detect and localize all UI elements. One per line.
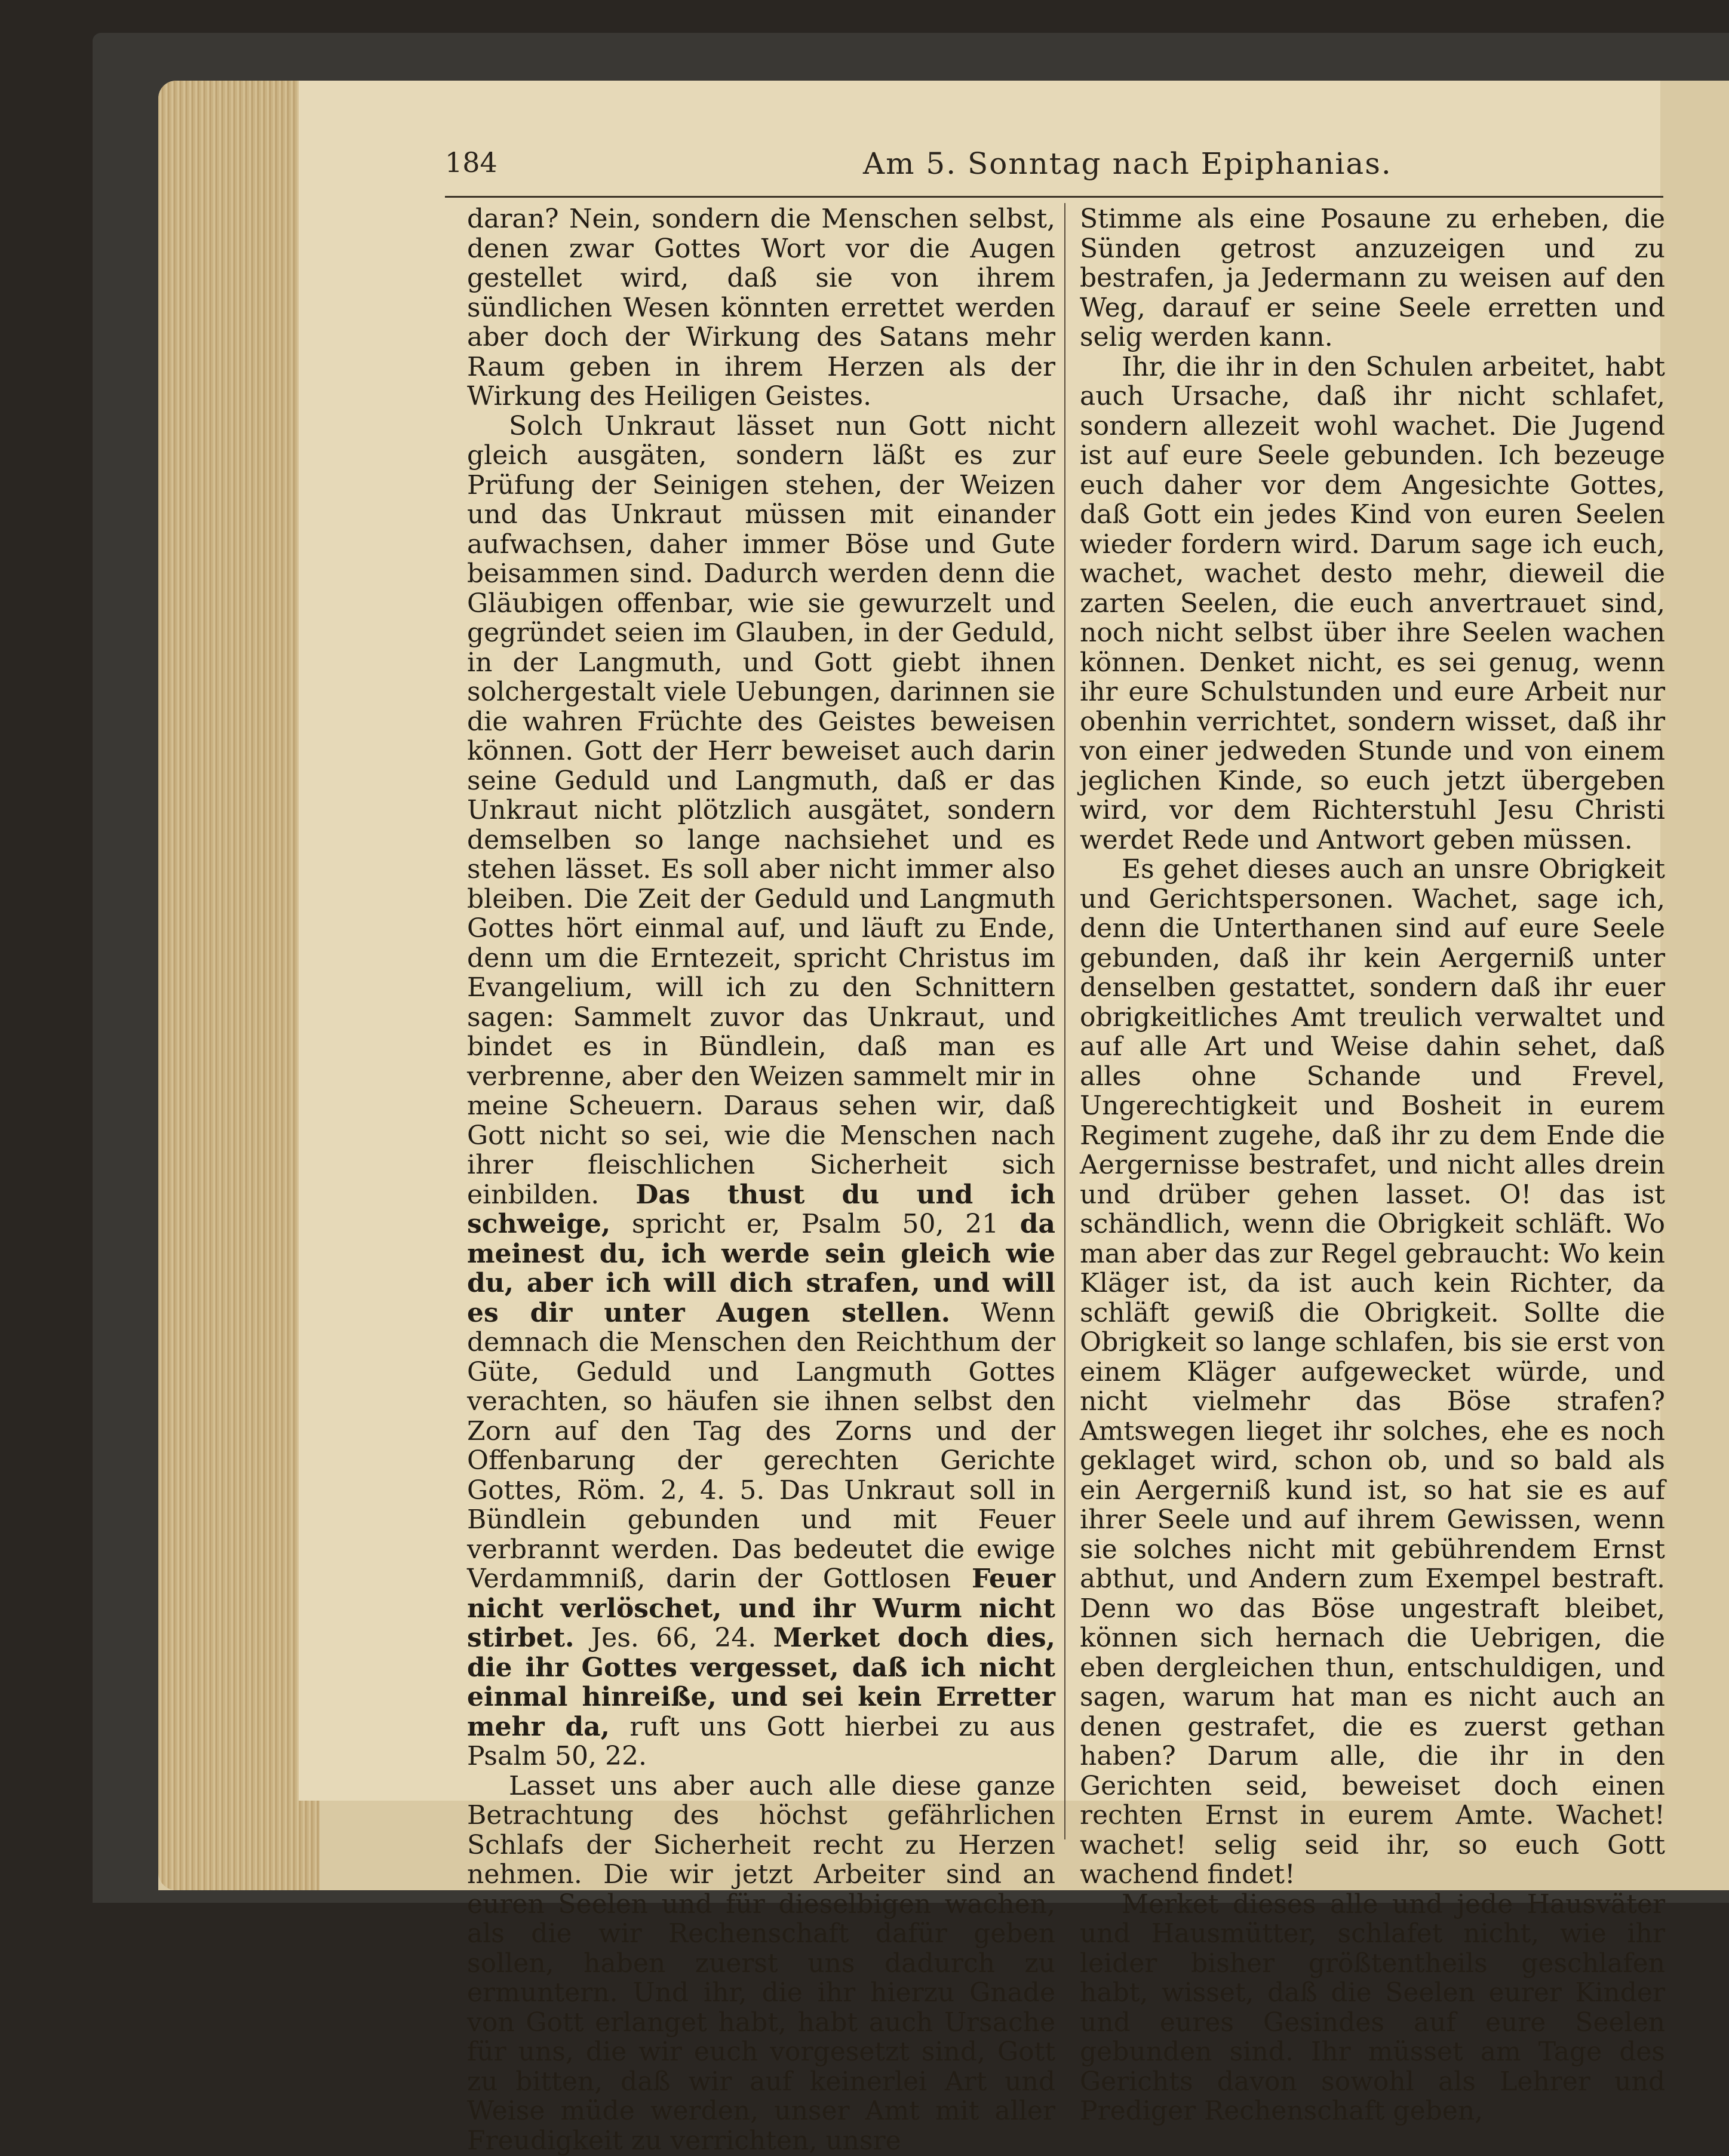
emphasis-quote: da meinest du, ich werde sein gleich wie du, aber ich will dich strafen, und will es dir unter Augen stellen. xyxy=(467,1209,1055,1328)
paragraph: Merket dieses alle und jede Hausväter und Hausmütter, schlafet nicht, wie ihr leider bisher größtentheils geschlafen habt, wisset, daß die Seelen eurer Kinder und eures Gesindes auf eure Seelen gebunden sind. Ihr müsset am Tage des Gerichts davon sowohl als Lehrer und Prediger Rechenschaft geben, xyxy=(1080,1888,1665,2126)
paragraph xyxy=(467,1771,1055,2156)
left-column xyxy=(467,204,1055,2155)
paragraph: Stimme als eine Posaune zu erheben, die Sünden getrost anzuzeigen und zu bestrafen, ja Jedermann zu weisen auf den Weg, darauf er seine Seele erretten und selig werden kann. xyxy=(1080,204,1665,352)
text-run: Solch Unkraut lässet nun Gott nicht gleich ausgäten, sondern läßt es zur Prüfung der Seinigen stehen, der Weizen und das Unkraut müssen mit einander aufwachsen, daher immer Böse und Gute beisammen sind. Dadurch werden denn die Gläubigen offenbar, wie sie gewurzelt und gegründet seien im Glauben, in der Geduld, in der Langmuth, und Gott giebt ihnen solchergestalt viele Uebungen, darinnen sie die wahren Früchte des Geistes beweisen können. Gott der Herr beweiset auch darin seine Geduld und Langmuth, daß er das Unkraut nicht plötzlich ausgätet, sondern demselben so lange nachsiehet und es stehen lässet. Es soll aber nicht immer also bleiben. Die Zeit der Geduld und Langmuth Gottes hört einmal auf, und läuft zu Ende, denn um die Erntezeit, spricht Christus im Evangelium, will ich zu den Schnittern sagen: Sammelt zuvor das Unkraut, und bindet es in Bündlein, daß man es verbrenne, aber den Weizen sammelt mir in meine Scheuern. Daraus sehen wir, daß Gott nicht so sei, wie die Menschen nach ihrer fleischlichen Sicherheit sich einbilden. xyxy=(467,410,1055,1210)
text-run: ruft uns Gott hierbei zu aus Psalm 50, 22. xyxy=(467,1711,1055,1771)
paragraph: Ihr, die ihr in den Schulen arbeitet, habt auch Ursache, daß ihr nicht schlafet, sondern allezeit wohl wachet. Die Jugend ist auf eure Seele gebunden. Ich bezeuge euch daher vor dem Angesichte Gottes, daß Gott ein jedes Kind von euren Seelen wieder fordern wird. Darum sage ich euch, wachet, wachet desto mehr, dieweil die zarten Seelen, die euch anvertrauet sind, noch nicht selbst über ihre Seelen wachen können. Denket nicht, es sei genug, wenn ihr eure Schulstunden und eure Arbeit nur obenhin verrichtet, sondern wisset, daß ihr von einer jedweden Stunde und von einem jeglichen Kinde, so euch jetzt übergeben wird, vor dem Richterstuhl Jesu Christi werdet Rede und Antwort geben müssen. xyxy=(1080,351,1665,855)
page-edges xyxy=(158,81,320,1890)
header-rule xyxy=(445,196,1663,198)
emphasis-quote: Das thust du und ich schweige, xyxy=(467,1179,1055,1239)
page-number: 184 xyxy=(445,146,497,179)
emphasis-quote: Merket doch dies, die ihr Gottes vergesset, daß ich nicht einmal hinreiße, und sei kein Erretter mehr da, xyxy=(467,1623,1055,1742)
text-run: Lasset uns aber auch alle diese ganze Betrachtung des höchst gefährlichen Schlafs der Sicherheit recht zu Herzen nehmen. Die wir jetzt Arbeiter sind an euren Seelen und für dieselbigen wachen, als die wir Rechenschaft dafür geben sollen, haben zuerst uns dadurch zu ermuntern. Und ihr, die ihr hierzu Gnade von Gott erlanget habt, habt auch Ursache für uns, die wir euch vorgesetzt sind, Gott zu bitten, daß wir auf keinerlei Art und Weise müde werden, unser Amt mit aller Freudigkeit zu verrichten, unsre xyxy=(467,1770,1055,2156)
page-title: Am 5. Sonntag nach Epiphanias. xyxy=(863,146,1392,181)
paragraph xyxy=(467,204,1055,411)
text-run: Jes. 66, 24. xyxy=(591,1623,757,1653)
right-column xyxy=(1080,204,1665,2126)
paragraph: Es gehet dieses auch an unsre Obrigkeit und Gerichtspersonen. Wachet, sage ich, denn die Unterthanen sind auf eure Seele gebunden, daß ihr kein Aergerniß unter denselben gestattet, sondern daß ihr euer obrigkeitliches Amt treulich verwaltet und auf alle Art und Weise dahin sehet, daß alles ohne Schande und Frevel, Ungerechtigkeit und Bosheit in eurem Regiment zugehe, daß ihr zu dem Ende die Aergernisse bestrafet, und nicht alles drein und drüber gehen lasset. O! das ist schändlich, wenn die Obrigkeit schläft. Wo man aber das zur Regel gebraucht: Wo kein Kläger ist, da ist auch kein Richter, da schläft gewiß die Obrigkeit. Sollte die Obrigkeit so lange schlafen, bis sie erst von einem Kläger aufgewecket würde, und nicht vielmehr das Böse strafen? Amtswegen lieget ihr solches, ehe es noch geklaget wird, schon ob, und so bald als ein Aergerniß kund ist, so hat sie es auf ihrer Seele und auf ihrem Gewissen, wenn sie solches nicht mit gebührendem Ernst abthut, und Andern zum Exempel bestraft. Denn wo das Böse ungestraft bleibet, können sich hernach die Uebrigen, die eben dergleichen thun, entschuldigen, und sagen, warum hat man es nicht auch an denen gestrafet, die es zuerst gethan haben? Darum alle, die ihr in den Gerichten seid, beweiset doch einen rechten Ernst in eurem Amte. Wachet! wachet! selig seid ihr, so euch Gott wachend findet! xyxy=(1080,854,1665,1890)
text-run: spricht er, Psalm 50, 21 xyxy=(631,1209,999,1239)
emphasis-quote: Feuer nicht verlöschet, und ihr Wurm nicht stirbet. xyxy=(467,1564,1055,1653)
text-run: Wenn demnach die Menschen den Reichthum der Güte, Geduld und Langmuth Gottes verachten, so häufen sie ihnen selbst den Zorn auf den Tag des Zorns und der Offenbarung der gerechten Gerichte Gottes, Röm. 2, 4. 5. Das Unkraut soll in Bündlein gebunden und mit Feuer verbrannt werden. Das bedeutet die ewige Verdammniß, darin der Gottlosen xyxy=(467,1297,1055,1594)
column-divider xyxy=(1064,203,1065,1839)
paragraph xyxy=(467,411,1055,1771)
running-head xyxy=(445,146,1663,194)
text-run: daran? Nein, sondern die Menschen selbst, denen zwar Gottes Wort vor die Augen gestellet wird, daß sie von ihrem sündlichen Wesen könnten errettet werden aber doch der Wirkung des Satans mehr Raum geben in ihrem Herzen als der Wirkung des Heiligen Geistes. xyxy=(467,204,1055,411)
